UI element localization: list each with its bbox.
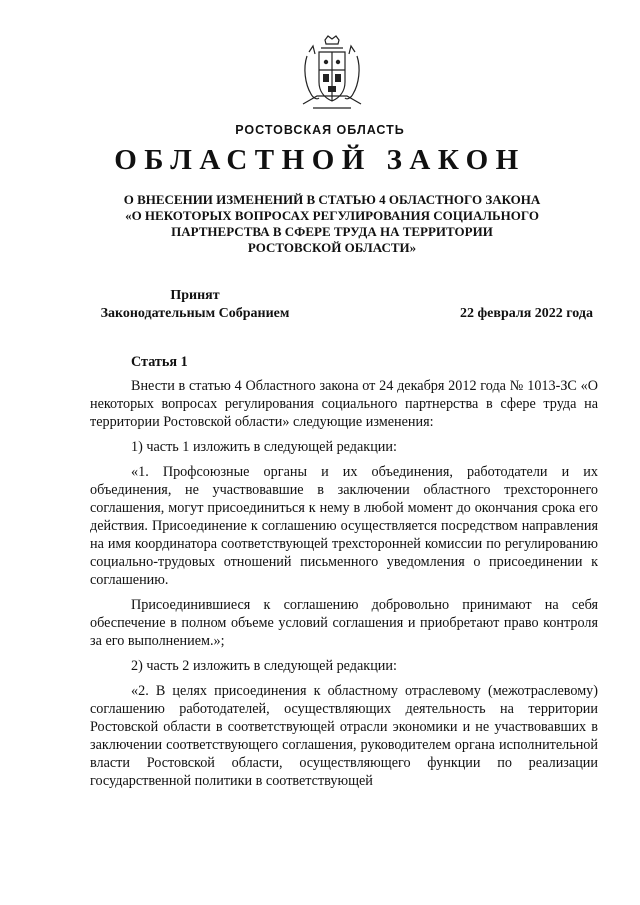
subtitle-line: ПАРТНЕРСТВА В СФЕРЕ ТРУДА НА ТЕРРИТОРИИ xyxy=(171,224,493,239)
paragraph: Присоединившиеся к соглашению добровольно принимают на себя обеспечение в полном объеме условий соглашения и приобретают право контроля за его выполнением.»; xyxy=(90,597,598,649)
document-title: ОБЛАСТНОЙ ЗАКОН xyxy=(114,144,526,176)
paragraph: «1. Профсоюзные органы и их объединения, работодатели и их объединения, не участвовавшие в заключении областного трехстороннего соглашения, могут присоединиться к нему в любой момент до окончания срока его действия. Присоединение к соглашению осуществляется посредством направления на имя координатора соответствующей трехсторонней комиссии по регулированию социально-трудовых отношений письменного уведомления о присоединении к соглашению. xyxy=(90,464,598,588)
paragraph: «2. В целях присоединения к областному отраслевому (межотраслевому) соглашению работодателей, осуществляющих деятельность на территории Ростовской области в соответствующей отрасли экономики и не участвовавших в заключении соответствующего соглашения, руководителем органа исполнительной власти Ростовской области, осуществляющего функции по реализации государственной политики в соответствующей xyxy=(90,683,598,789)
coat-of-arms-icon xyxy=(299,34,365,114)
document-body xyxy=(90,353,598,797)
subtitle-line: О ВНЕСЕНИИ ИЗМЕНЕНИЙ В СТАТЬЮ 4 ОБЛАСТНОГО ЗАКОНА xyxy=(123,192,541,207)
subtitle-line: РОСТОВСКОЙ ОБЛАСТИ» xyxy=(247,240,417,255)
adoption-label: Принят xyxy=(170,288,220,303)
adopting-body: Законодательным Собранием xyxy=(100,306,290,321)
adoption-block xyxy=(90,287,300,323)
article-heading: Статья 1 xyxy=(131,354,188,370)
region-name: РОСТОВСКАЯ ОБЛАСТЬ xyxy=(235,123,405,137)
subtitle-line: «О НЕКОТОРЫХ ВОПРОСАХ РЕГУЛИРОВАНИЯ СОЦИАЛЬНОГО xyxy=(125,208,539,223)
law-subtitle xyxy=(120,192,544,256)
paragraph: 1) часть 1 изложить в следующей редакции: xyxy=(131,439,397,455)
paragraph: 2) часть 2 изложить в следующей редакции: xyxy=(131,658,397,674)
paragraph: Внести в статью 4 Областного закона от 24 декабря 2012 года № 1013-ЗС «О некоторых вопросах регулирования социального партнерства в сфере труда на территории Ростовской области» следующие изменения: xyxy=(90,378,598,430)
adoption-date: 22 февраля 2022 года xyxy=(460,306,593,321)
